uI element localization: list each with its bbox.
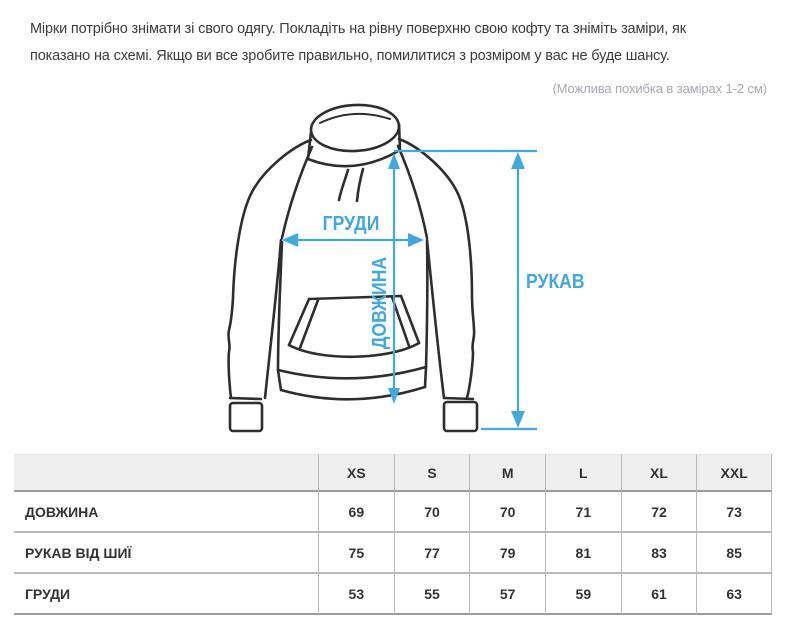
tolerance-note: (Можлива похибка в замірах 1-2 см) <box>552 81 767 96</box>
value-sleeve-m: 79 <box>469 533 545 574</box>
size-table <box>14 454 772 615</box>
value-chest-xs: 53 <box>318 574 394 615</box>
drawstring-left <box>339 170 348 200</box>
measurement-annotations <box>282 151 585 429</box>
value-sleeve-xxl: 85 <box>696 533 772 574</box>
length-arrow <box>388 153 400 404</box>
corner-cell <box>14 454 318 492</box>
hem-band <box>278 367 426 399</box>
value-chest-l: 59 <box>545 574 621 615</box>
length-label: ДОВЖИНА <box>367 256 391 350</box>
row-label-length: ДОВЖИНА <box>14 492 318 533</box>
value-length-xxl: 73 <box>696 492 772 533</box>
size-col-header-s: S <box>394 454 470 492</box>
value-chest-s: 55 <box>394 574 470 615</box>
size-col-header-xl: XL <box>621 454 697 492</box>
value-length-m: 70 <box>469 492 545 533</box>
row-label-sleeve: РУКАВ ВІД ШИЇ <box>14 533 318 574</box>
intro-line-1: Мірки потрібно знімати зі свого одягу. Покладіть на рівну поверхню свою кофту та зніміть заміри, як <box>30 21 686 37</box>
row-label-chest: ГРУДИ <box>14 574 318 615</box>
chest-label: ГРУДИ <box>322 211 380 235</box>
value-chest-xl: 61 <box>621 574 697 615</box>
value-sleeve-l: 81 <box>545 533 621 574</box>
hood-inner-rim <box>320 114 390 123</box>
size-col-header-m: M <box>469 454 545 492</box>
value-sleeve-xl: 83 <box>621 533 697 574</box>
value-length-xs: 69 <box>318 492 394 533</box>
value-sleeve-xs: 75 <box>318 533 394 574</box>
size-col-header-xxl: XXL <box>696 454 772 492</box>
kangaroo-pocket <box>289 296 419 357</box>
drawstring-right <box>357 169 363 201</box>
value-length-s: 70 <box>394 492 470 533</box>
value-length-l: 71 <box>545 492 621 533</box>
sleeve-label: РУКАВ <box>526 269 585 293</box>
value-chest-m: 57 <box>469 574 545 615</box>
intro-text <box>30 16 775 70</box>
value-sleeve-s: 77 <box>394 533 470 574</box>
hood-opening <box>310 103 400 154</box>
sleeve-arrow <box>511 152 525 428</box>
cuff-left <box>230 403 262 431</box>
size-col-header-xs: XS <box>318 454 394 492</box>
value-length-xl: 72 <box>621 492 697 533</box>
value-chest-xxl: 63 <box>696 574 772 615</box>
size-col-header-l: L <box>545 454 621 492</box>
hoodie-drawing <box>228 103 477 431</box>
intro-line-2: показано на схемі. Якщо ви все зробите правильно, помилитися з розміром у вас не буде шансу. <box>30 48 670 64</box>
chest-arrow <box>282 233 424 247</box>
cuff-right <box>444 402 477 431</box>
